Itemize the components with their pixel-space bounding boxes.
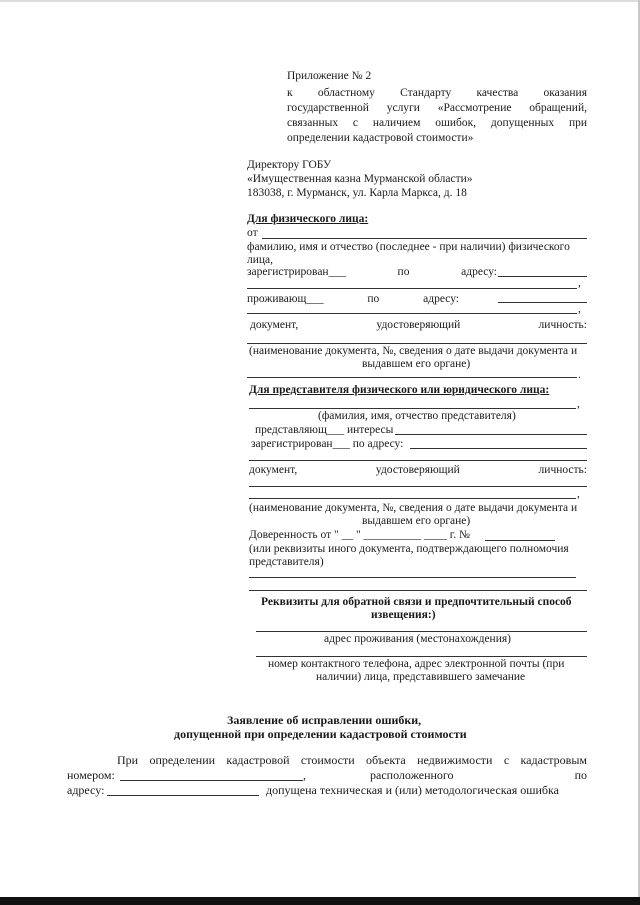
statement-title-line-1: Заявление об исправлении ошибки, bbox=[227, 713, 422, 727]
residing-address-line-2[interactable] bbox=[247, 313, 577, 314]
phone-caption-line-1: номер контактного телефона, адрес электронной почты (при bbox=[268, 658, 565, 670]
statement-title-line-2: допущенной при определении кадастровой стоимости bbox=[174, 727, 467, 741]
contacts-heading-line-1: Реквизиты для обратной связи и предпочтительный способ bbox=[261, 596, 572, 608]
appendix-line-3: связанных с наличием ошибок, допущенных при bbox=[287, 117, 587, 129]
poa-caption-line-2: представителя) bbox=[249, 556, 324, 568]
poa-line-1[interactable] bbox=[249, 577, 576, 578]
registered-address-line-1[interactable] bbox=[498, 276, 587, 277]
located-row: расположенного по bbox=[370, 768, 587, 782]
cadastral-number-line[interactable] bbox=[120, 780, 303, 781]
addressee-line-1: Директору ГОБУ bbox=[247, 159, 332, 171]
individual-heading: Для физического лица: bbox=[247, 213, 369, 225]
cadastral-number-comma: , bbox=[303, 768, 306, 782]
address-caption: адрес проживания (местонахождения) bbox=[324, 633, 511, 645]
rep-doc-caption-line-2: выдавшем его органе) bbox=[362, 515, 471, 527]
individual-end-line[interactable] bbox=[247, 377, 577, 378]
representing-label: представляющ___ интересы bbox=[255, 424, 394, 436]
object-address-line[interactable] bbox=[107, 795, 259, 796]
appendix-title: Приложение № 2 bbox=[287, 70, 372, 82]
doc-caption-line-1: (наименование документа, №, сведения о дате выдачи документа и bbox=[249, 345, 578, 357]
representative-name-comma: , bbox=[577, 398, 580, 410]
fio-caption-line-1: фамилию, имя и отчество (последнее - при наличии) физического bbox=[247, 241, 570, 253]
poa-line-2[interactable] bbox=[249, 590, 587, 591]
poa-caption-line-1: (или реквизиты иного документа, подтверждающего полномочия bbox=[249, 543, 569, 555]
representative-heading: Для представителя физического или юридического лица: bbox=[249, 384, 550, 396]
rep-registered-line-2[interactable] bbox=[249, 460, 587, 461]
appendix-line-4: определении кадастровой стоимости» bbox=[287, 132, 474, 144]
representative-fio-caption: (фамилия, имя, отчество представителя) bbox=[318, 410, 516, 422]
registered-comma: , bbox=[578, 277, 581, 289]
from-label: от bbox=[247, 227, 258, 239]
doc-caption-line-2: выдавшем его органе) bbox=[362, 358, 471, 370]
residing-row: проживающ___ по адресу: bbox=[247, 293, 459, 305]
addressee-line-2: «Имущественная казна Мурманской области» bbox=[247, 173, 473, 185]
cadastral-number-label: номером: bbox=[67, 768, 115, 782]
id-document-row: документ, удостоверяющий личность: bbox=[250, 319, 587, 331]
address-label: адресу: bbox=[67, 783, 105, 797]
registered-address-line-2[interactable] bbox=[247, 288, 577, 289]
phone-caption-line-2: наличии) лица, представившего замечание bbox=[316, 671, 526, 683]
rep-registered-label: зарегистрирован___ по адресу: bbox=[251, 438, 404, 450]
appendix-line-1: к областному Стандарту качества оказания bbox=[287, 87, 587, 99]
error-statement-text: допущена техническая и (или) методологическая ошибка bbox=[266, 783, 559, 797]
representing-line[interactable] bbox=[395, 434, 587, 435]
residing-address-line-1[interactable] bbox=[498, 302, 587, 303]
rep-id-document-line-2[interactable] bbox=[249, 498, 576, 499]
addressee-line-3: 183038, г. Мурманск, ул. Карла Маркса, д. 18 bbox=[247, 187, 467, 199]
statement-body-line-1: При определении кадастровой стоимости объекта недвижимости с кадастровым bbox=[117, 753, 587, 767]
registered-row: зарегистрирован___ по адресу: bbox=[247, 266, 497, 278]
scan-edge-bottom bbox=[0, 897, 640, 905]
appendix-line-2: государственной услуги «Рассмотрение обращений, bbox=[287, 102, 587, 114]
fio-caption-line-2: лица, bbox=[247, 254, 274, 266]
individual-end-dot: . bbox=[578, 369, 581, 381]
rep-registered-line[interactable] bbox=[410, 448, 587, 449]
rep-id-document-row: документ, удостоверяющий личность: bbox=[249, 464, 587, 476]
scan-edge-top bbox=[0, 0, 640, 2]
power-of-attorney-label: Доверенность от " __ " __________ ____ г. № bbox=[249, 529, 470, 541]
rep-doc-caption-line-1: (наименование документа, №, сведения о дате выдачи документа и bbox=[249, 502, 578, 514]
rep-id-document-line-1[interactable] bbox=[249, 486, 587, 487]
power-of-attorney-number-line[interactable] bbox=[485, 540, 555, 541]
residing-comma: , bbox=[578, 303, 581, 315]
contacts-heading-line-2: извещения:) bbox=[371, 609, 436, 621]
rep-id-document-comma: , bbox=[577, 488, 580, 500]
from-line[interactable] bbox=[262, 238, 587, 239]
